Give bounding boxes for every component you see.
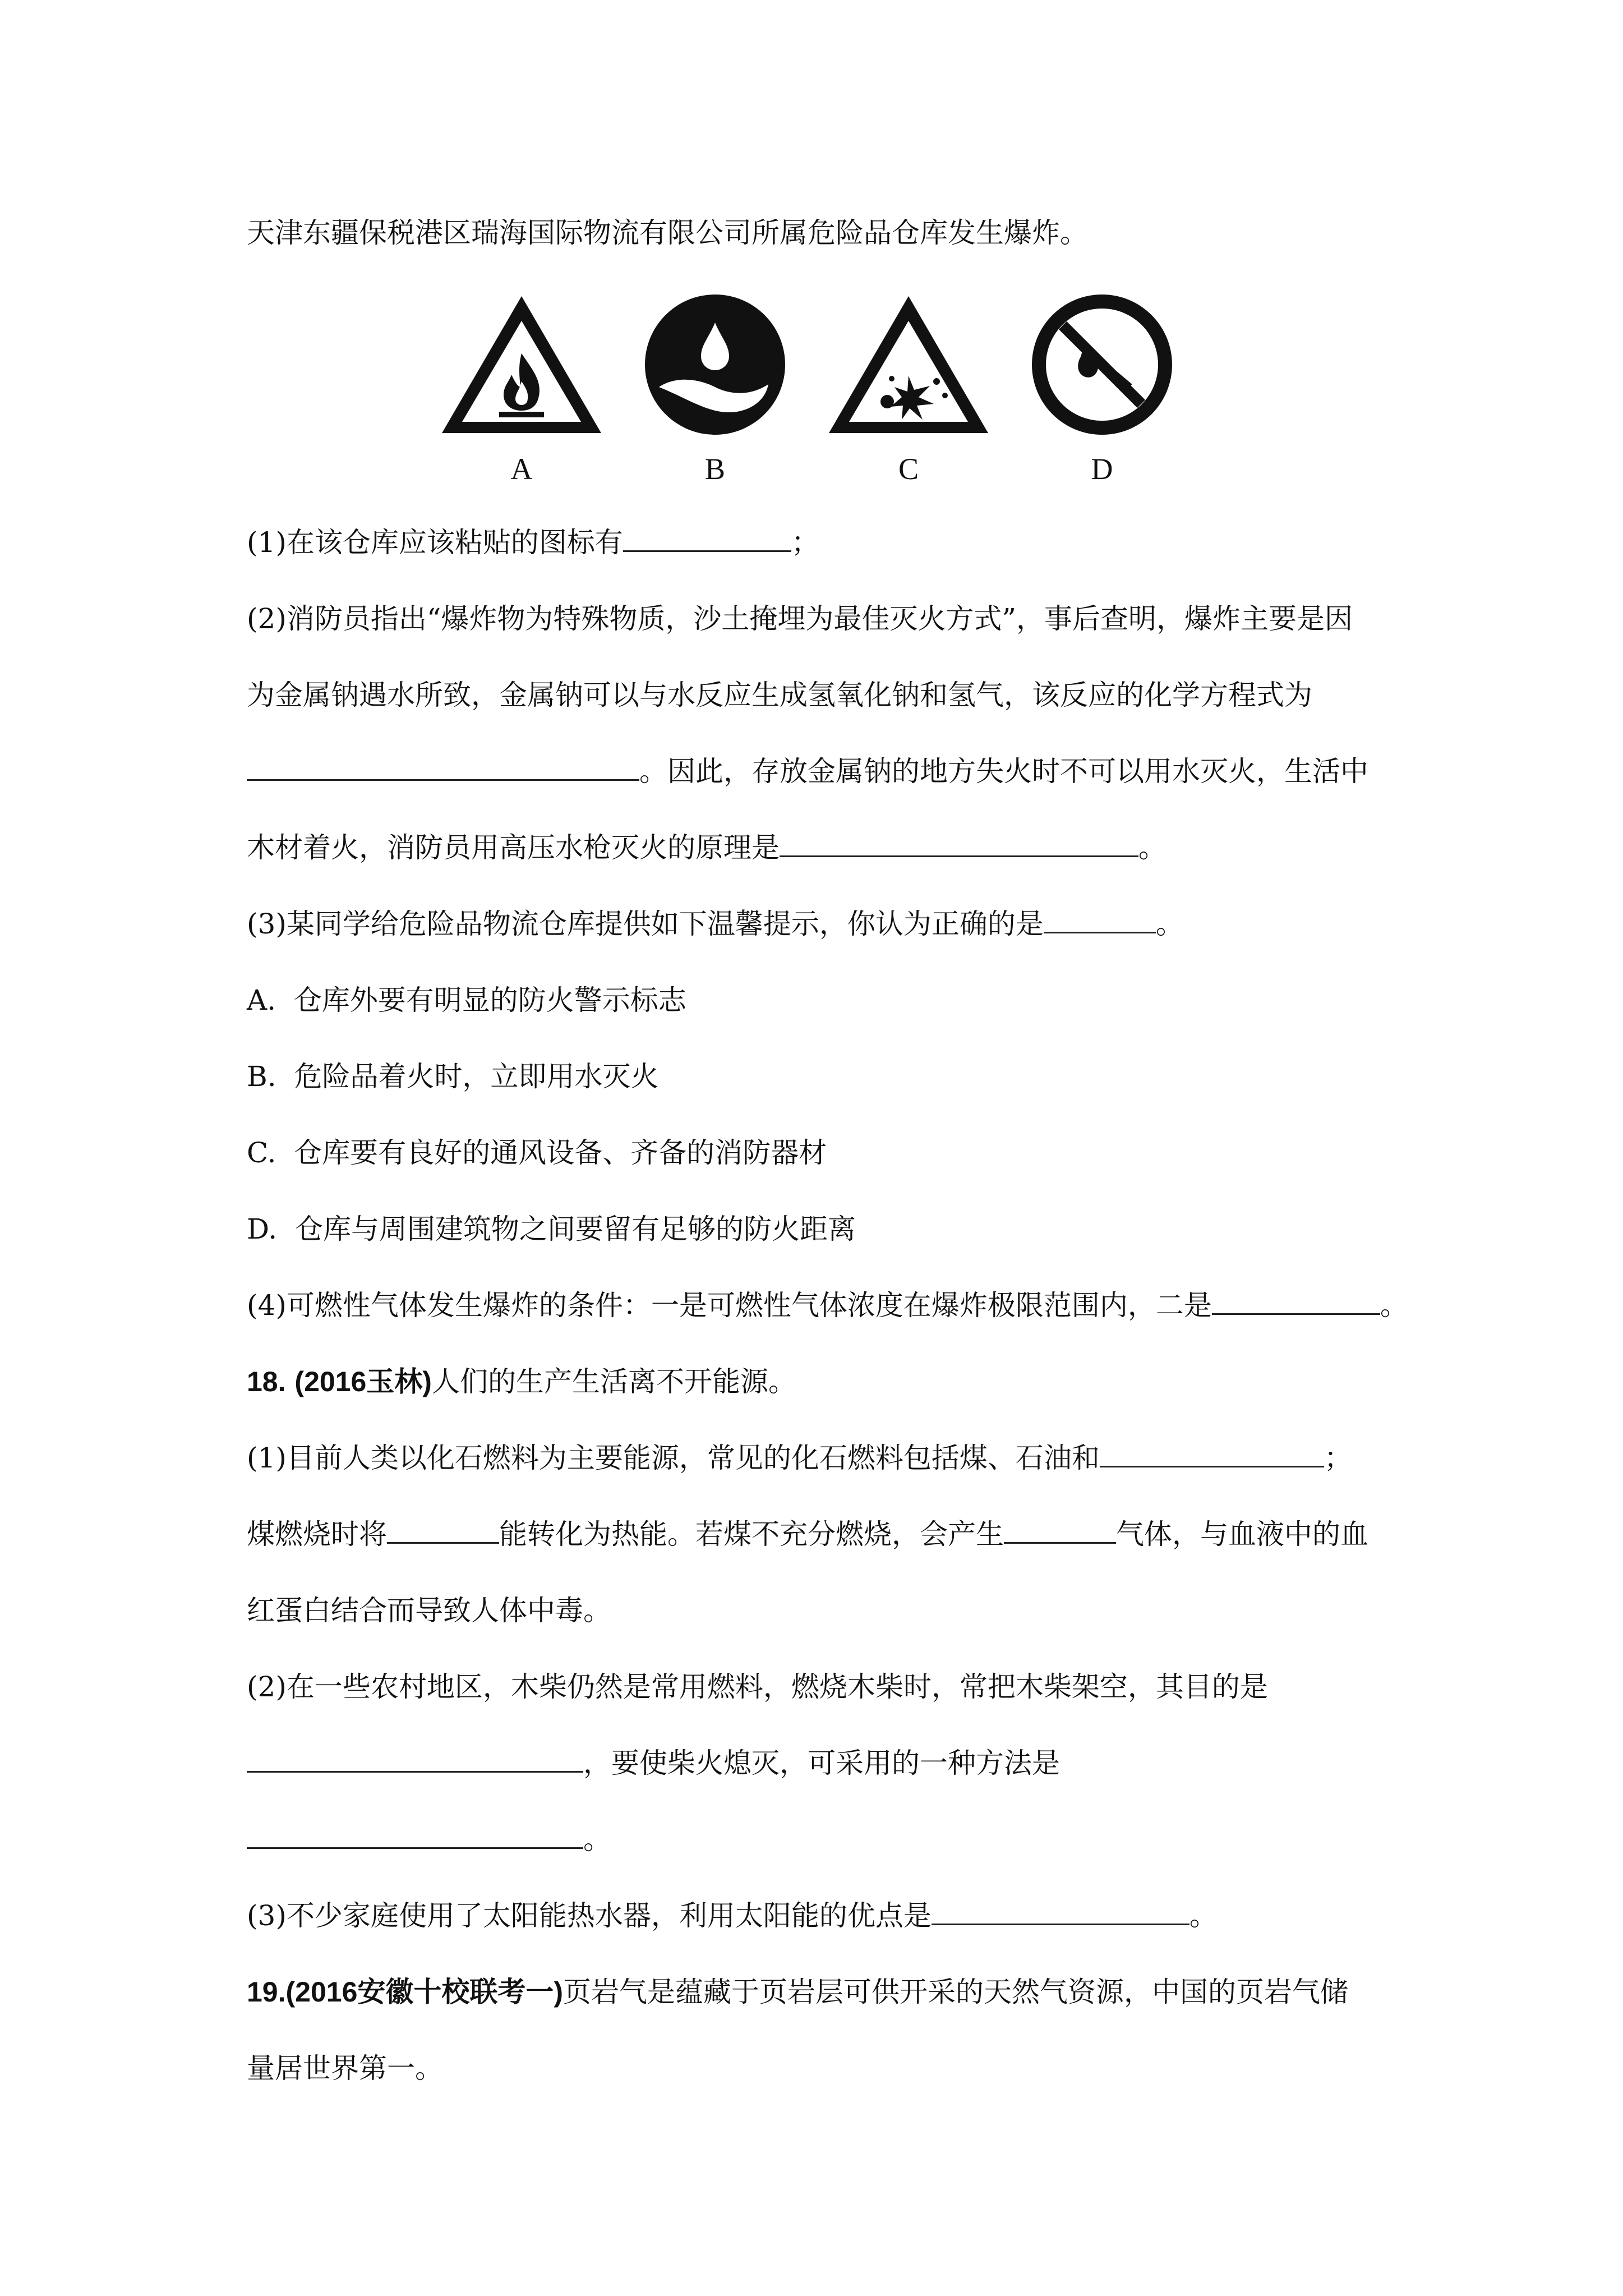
answer-blank[interactable]	[1044, 907, 1156, 933]
q18-part1-line1: (1)目前人类以化石燃料为主要能源，常见的化石燃料包括煤、石油和 ；	[247, 1442, 1352, 1474]
q17-part2-line4: 木材着火，消防员用高压水枪灭火的原理是 。	[247, 831, 1166, 864]
q18-part3: (3)不少家庭使用了太阳能热水器，利用太阳能的优点是 。	[247, 1899, 1218, 1932]
answer-blank[interactable]	[932, 1899, 1189, 1925]
no-open-flame-icon	[1018, 292, 1186, 486]
icon-label-b: B	[704, 452, 726, 486]
q17-part4: (4)可燃性气体发生爆炸的条件：一是可燃性气体浓度在爆炸极限范围内，二是 。	[247, 1289, 1408, 1322]
intro-text: 天津东疆保税港区瑞海国际物流有限公司所属危险品仓库发生爆炸。	[247, 217, 1088, 249]
hazard-icons-row	[437, 292, 1206, 494]
answer-blank[interactable]	[780, 831, 1138, 857]
q17-part2-line1: (2)消防员指出“爆炸物为特殊物质，沙土掩埋为最佳灭火方式”，事后查明，爆炸主要是因	[247, 602, 1353, 635]
q17-option-d: D. 仓库与周围建筑物之间要留有足够的防火距离	[247, 1213, 856, 1245]
answer-blank[interactable]	[623, 526, 791, 552]
answer-blank[interactable]	[1100, 1441, 1324, 1467]
q17-option-c: C. 仓库要有良好的通风设备、齐备的消防器材	[247, 1137, 827, 1169]
answer-blank[interactable]	[247, 1823, 583, 1849]
corrosive-icon	[631, 292, 799, 486]
q17-part2-line3: 。因此，存放金属钠的地方失火时不可以用水灭火，生活中	[247, 754, 1368, 788]
icon-label-c: C	[898, 452, 919, 486]
q17-option-a: A. 仓库外要有明显的防火警示标志	[247, 984, 686, 1016]
answer-blank[interactable]	[1004, 1517, 1116, 1544]
answer-blank[interactable]	[247, 754, 639, 781]
q18-part2-line1: (2)在一些农村地区，木柴仍然是常用燃料，燃烧木柴时，常把木柴架空，其目的是	[247, 1671, 1268, 1703]
q17-part2-line2: 为金属钠遇水所致，金属钠可以与水反应生成氢氧化钠和氢气，该反应的化学方程式为	[247, 679, 1312, 711]
q18-part1-line3: 红蛋白结合而导致人体中毒。	[247, 1594, 611, 1627]
icon-label-d: D	[1091, 452, 1113, 486]
answer-blank[interactable]	[1212, 1289, 1380, 1315]
q17-part3: (3)某同学给危险品物流仓库提供如下温馨提示，你认为正确的是 。	[247, 908, 1184, 940]
q19-heading: 19.(2016安徽十校联考一)页岩气是蕴藏于页岩层可供开采的天然气资源，中国的页岩气储	[247, 1976, 1349, 2008]
q19-stem-line2: 量居世界第一。	[247, 2052, 443, 2085]
explosive-warning-icon	[824, 292, 993, 486]
icon-label-a: A	[510, 452, 533, 486]
answer-blank[interactable]	[247, 1746, 583, 1773]
q18-heading: 18. (2016玉林)人们的生产生活离不开能源。	[247, 1365, 796, 1398]
q17-option-b: B. 危险品着火时，立即用水灭火	[247, 1060, 659, 1093]
q18-part2-line2: ，要使柴火熄灭，可采用的一种方法是	[247, 1746, 1060, 1780]
q17-part1: (1)在该仓库应该粘贴的图标有 ；	[247, 526, 819, 559]
q18-part1-line2: 煤燃烧时将 能转化为热能。若煤不充分燃烧，会产生 气体，与血液中的血	[247, 1518, 1368, 1550]
q18-part2-line3: 。	[247, 1823, 611, 1856]
answer-blank[interactable]	[387, 1517, 499, 1544]
flammable-warning-icon	[437, 292, 606, 486]
